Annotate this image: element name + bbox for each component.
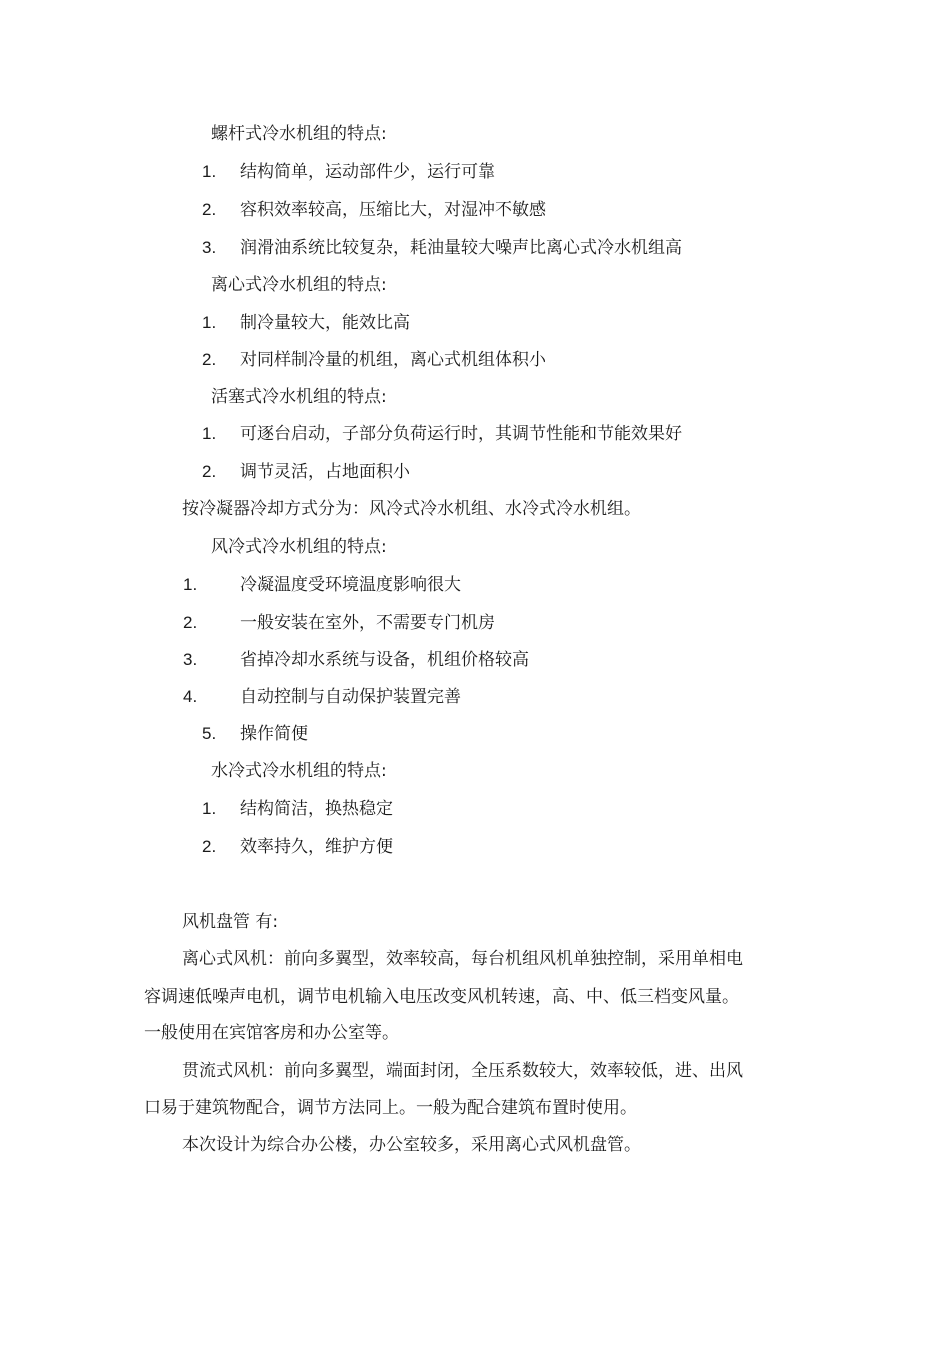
list-item-number: 2. [202, 462, 217, 481]
list-item-number: 1. [202, 313, 217, 332]
conclusion-paragraph: 本次设计为综合办公楼，办公室较多，采用离心式风机盘管。 [182, 1135, 641, 1155]
list-item: 结构简单，运动部件少，运行可靠 [240, 162, 495, 182]
section-heading-aircooled: 风冷式冷水机组的特点: [211, 537, 387, 557]
classification-paragraph: 按冷凝器冷却方式分为：风冷式冷水机组、水冷式冷水机组。 [182, 499, 641, 519]
paragraph-line: 容调速低噪声电机，调节电机输入电压改变风机转速，高、中、低三档变风量。 [144, 987, 739, 1007]
paragraph-line: 口易于建筑物配合，调节方法同上。一般为配合建筑布置时使用。 [144, 1098, 637, 1118]
list-item: 容积效率较高，压缩比大，对湿冲不敏感 [240, 200, 546, 220]
paragraph-line: 贯流式风机：前向多翼型，端面封闭，全压系数较大，效率较低，进、出风 [182, 1061, 743, 1081]
paragraph-line: 一般使用在宾馆客房和办公室等。 [144, 1023, 399, 1043]
list-item: 调节灵活，占地面积小 [240, 462, 410, 482]
list-item-number: 2. [202, 837, 217, 856]
section-heading-screw: 螺杆式冷水机组的特点: [211, 124, 387, 144]
list-item-number: 2. [202, 350, 217, 369]
paragraph-line: 离心式风机：前向多翼型，效率较高，每台机组风机单独控制，采用单相电 [182, 949, 743, 969]
section-heading-piston: 活塞式冷水机组的特点: [211, 387, 387, 407]
list-item: 自动控制与自动保护装置完善 [240, 687, 461, 707]
list-item-number: 5. [202, 724, 217, 743]
section-heading-fancoil: 风机盘管 有: [182, 912, 279, 932]
section-heading-centrifugal: 离心式冷水机组的特点: [211, 275, 387, 295]
list-item: 操作简便 [240, 724, 308, 744]
list-item-number: 2. [183, 613, 198, 632]
list-item-number: 1. [202, 424, 217, 443]
list-item: 对同样制冷量的机组，离心式机组体积小 [240, 350, 546, 370]
list-item-number: 1. [202, 162, 217, 181]
list-item: 润滑油系统比较复杂，耗油量较大噪声比离心式冷水机组高 [240, 238, 682, 258]
list-item: 省掉冷却水系统与设备，机组价格较高 [240, 650, 529, 670]
list-item-number: 4. [183, 687, 198, 706]
list-item-number: 1. [183, 575, 198, 594]
list-item-number: 3. [202, 238, 217, 257]
list-item-number: 3. [183, 650, 198, 669]
list-item: 效率持久，维护方便 [240, 837, 393, 857]
list-item-number: 2. [202, 200, 217, 219]
list-item: 可逐台启动，子部分负荷运行时，其调节性能和节能效果好 [240, 424, 682, 444]
list-item: 一般安装在室外，不需要专门机房 [240, 613, 495, 633]
list-item: 结构简洁，换热稳定 [240, 799, 393, 819]
list-item: 冷凝温度受环境温度影响很大 [240, 575, 461, 595]
list-item-number: 1. [202, 799, 217, 818]
list-item: 制冷量较大，能效比高 [240, 313, 410, 333]
section-heading-watercooled: 水冷式冷水机组的特点: [211, 761, 387, 781]
